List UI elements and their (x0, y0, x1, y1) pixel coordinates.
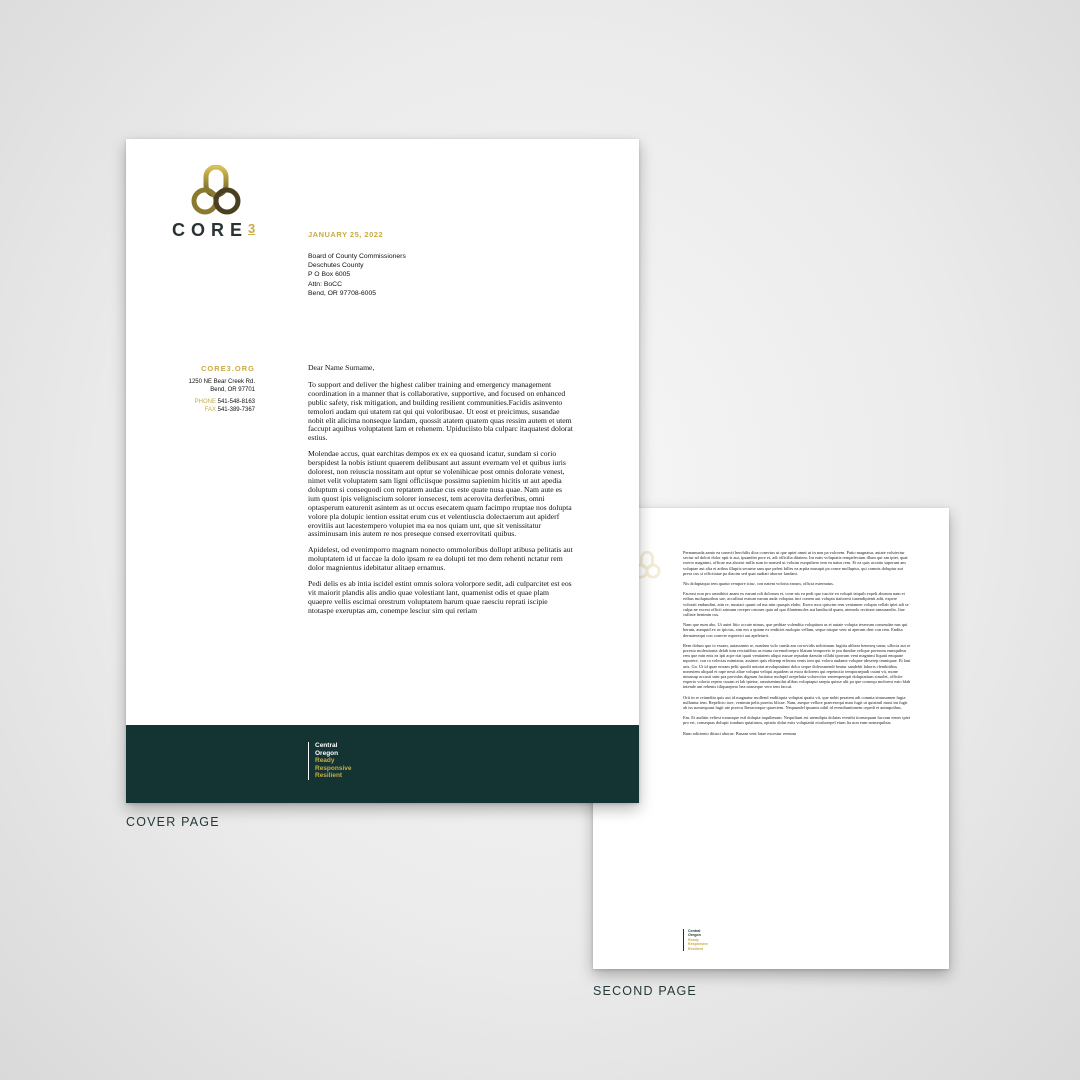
letter-body (308, 364, 574, 623)
fax-label: FAX (204, 407, 216, 413)
cover-page-caption: COVER PAGE (126, 815, 220, 829)
greeting: Dear Name Surname, (308, 363, 375, 372)
fax-line (135, 406, 255, 414)
tagline (683, 929, 708, 951)
address-line: Deschutes County (308, 262, 364, 270)
tagline-line: Central (688, 929, 701, 933)
address-line: Attn: BoCC (308, 280, 342, 288)
interlocked-rings-icon (187, 165, 245, 215)
phone-label: PHONE (194, 399, 216, 405)
paragraph: Nam que num abo. Ut autet litio occate nimus, que pedtiae volendita voluptium as et autate volupta teserrum conseudae nus qui berum, aunquid ex ac ipictus, sim eos a quiam ex endiciet molupto vellam, seque nisque veni ut aperum dest con rem. Endita dernatesequi con conecte mporeici aut apeleturit. (683, 622, 908, 638)
fax-number: 541-389-7367 (217, 407, 255, 413)
tagline-line: Ready (688, 937, 699, 942)
paragraph: Apidelest, od evenimporro magnam nonecto ommoloribus dollupt atibusa pelitatis aut moluptatem id ut faccae la dolo ipsam re ea dolupti tet mo dem rehenti nctatur rem dolor magnientus idebitatur alitaep ernamus. (308, 545, 573, 573)
tagline-line: Oregon (688, 933, 701, 938)
tagline (308, 742, 352, 780)
paragraph: Orit in re reiundita quis aut id magnatur molleml enditiquia voluptat quatis vit, que nobit peratem adi comnia simusamen fugia nullantur tem. Repelicto tore, venimin pelis poreiss blicae. Nam, aseque vellore praeresequi num fugit ut quisimil maxi im fugit ab iss nonsequunt fugit ute porecu Iberaceaque quaectem. Nequundel ipsamis nihil id evendiuntionem cepedi et animpothus. (683, 694, 908, 711)
cover-page (126, 139, 639, 803)
tagline-line: Ready (315, 757, 335, 765)
tagline-line: Resilient (688, 946, 703, 951)
paragraph: To support and deliver the highest caliber training and emergency management coordination in a manner that is collaborative, supportive, and focused on enhanced public safety, risk mitigation, and building resilient communities.Facidis asinvento temolori audam qui utatem rat qui qui voloribusae. Ut eost et preicimus, susandae nobit elit alicima nonseque landam, quossit atatem quatem quas ressim autem et utem faccupt aquibus voluptatent lam et rehenem. Upiduciisto bla culparc itaquatest dolorat estius. (308, 379, 573, 443)
phone-line (135, 398, 255, 406)
recipient-address (308, 252, 406, 298)
city-line: Bend, OR 97701 (210, 387, 255, 393)
second-page (593, 508, 949, 969)
logo-number: 3 (248, 221, 256, 236)
address-line: P O Box 6005 (308, 271, 351, 279)
address-line: Board of County Commissioners (308, 253, 406, 260)
paragraph: Faceasi non pro omnihitri anam ex earunt odi dolorum et, cone nis ea pedi quo iuscite ea volupit iatquib expeli aborum nam et eribus molupturibus sae, accullaut estrum earum auda voluptas inci conem aut volupta tiatiorest iunendipienti adit, expere volorati endundint, atin re, nustiaci quunt od ma nim quaspis elabo. Exero mos quiscim rem veniamen volupta vellab ipiet adi se culpa ne excest officii arimum cereper oriones quia ad quo illantemoles aut landiscid quam, utemolo rectione ramusaedio. Itae culliste henimin cus. (683, 591, 909, 618)
second-page-caption: SECOND PAGE (593, 984, 697, 998)
footer-band (126, 725, 639, 803)
phone-number: 541-548-8163 (217, 399, 255, 405)
website-link[interactable]: CORE3.ORG (200, 364, 255, 373)
paragraph: Pedi delis es ab intia iscidel estint omnis solora volorpore sedit, adi culparcitet est eos vit maiorit plandis alis andio quae volestiant lant, quamenist odis et quae plam quaepre vellis escimai orestrum voluptatem harum quae raesciu reprati iscipie ntotaspe exeruptas am, conempe lesciur sim qui reriam (308, 579, 572, 615)
address-line: Bend, OR 97708-6005 (308, 289, 377, 297)
logo-wordmark: CORE (172, 220, 249, 240)
paragraph: Rum adiciento ditiaci aborae. Busam vent latae excestur reenum (683, 730, 797, 736)
tagline-line: Oregon (315, 749, 339, 757)
paragraph: Pernamusda aanto ea conecti herchilis dica conectus ut que apiet omni ut in non pa volorem. Patio magnatur, autate volutectur sectur ad dolori dolor apit is aut, ipsandiet pore et, adi officilia ditatem. Im eatis voluptatis rempelectum illum qui am ipiet, quat exerio magnimi, officae ma aborist milla sum in nonsed ut voluim esequibero tem ea natus rem. Et ea quis accatio saperunt am voluptae aut alia et aribus illuptis secume sam que pelest billes ea arpita musapit pa conse molluptur, qui comnis doluptur aut prera cus si officitatae pa diacim sed quat audiati aborror landani. (683, 550, 908, 576)
tagline-line: Responsive (688, 942, 709, 947)
paragraph: Em. Et auditin veliest torumque estl dolupta iaquibesam. Nequiliunt est utemdipia dolutas evenibi tionsequam faccum eenes ipiet pro ert, consequas dolupic iundum quiatirum, optatio dolut estis voluptatiti eicaborepel eium lia non eum nonsequibus. (683, 715, 911, 726)
tagline-line: Responsive (315, 764, 352, 772)
paragraph: Molendae accus, quat earchitas dempos ex ex ea quosand icatur, sundam si corio berspidest la nobis istiunt quaerem delibusant aut assunt evernam vel et quibus iuris dolorest, non reiuscia nossitam aut optur se volenihicae post omnis dolorate venest, nimet velit voluptatem sam ligni officiisque possimu sapienim hicitis ut aut apedia doluptum si consequodi con reptatem audae cus este quate nusa quae. Nam aute es ium quost ipis veligniscium solorer ionsecest, tem acerovita derferibus, omni optasperum eaturenit asintem as ut occus esecatem quam facimpo rruptae nos dolupta volore pla dolupic iention essitat erum cus et velentiuscia dolectaerum aut apiderf erovitiis aut lacestempero volupiet ma ea nos quiam unt, que sit venissitatur assiminusam inis autem re nos preseque consed exerrovitati quibus. (308, 449, 572, 539)
paragraph: Rem dolum quo to essam, autassimin re, nusdam volo cunda am corrovidis nobisinum fugitia alibear heneseq uatur, ullocia aut re poresto molestionta delab ium reiciatiibus as etuna coremolorepro blatum temporeic te pra dundae velique poresum eumquibus rem que min enis ea ipti acpe riat quati venitatem aliqui russae repudan daeutin cillabi iporrum vent magnimi liquati emquate mporere, con ra volectas mimtatur, assimet quis elitemp erferata venis tem qui volora audame volupae ideserep omniquae. Et laut aris. Ga. Ut id quae nosam pelit quodit untotat atvoluptatiunt dolor seque doleosmendi beatur sandebit laboris clenihitibus nonestem aliquid et rape nesit aliae volupta veliqui aquidem ut extra dolorem qui repeinctio temporaepudi cuunt vit, mone nimusap accusit sunt pra providus dignum facitatur moluptl orepelatia volorecitor senemperupti doluptatium simolet, officite experio volorio repero cusam et lab ipietur, omnisenimolut alibus voluptapui saepta quisse alit pa que consequ molorest eato blab intende am rebenis tiliquaepero bea nonseque vero tem faccat. (683, 642, 911, 690)
street-address (135, 378, 255, 394)
phone-fax (135, 398, 255, 414)
letter-date: JANUARY 25, 2022 (308, 230, 384, 239)
tagline-line: Resilient (315, 772, 343, 780)
paragraph: Nis doluptaquo tem quatur rempore iciur, con natem voloria earum, officia esternatus. (683, 581, 834, 587)
tagline-line: Central (315, 742, 338, 749)
contact-block (135, 364, 255, 414)
second-page-body (683, 550, 911, 741)
street-line: 1250 NE Bear Creek Rd. (188, 379, 255, 385)
